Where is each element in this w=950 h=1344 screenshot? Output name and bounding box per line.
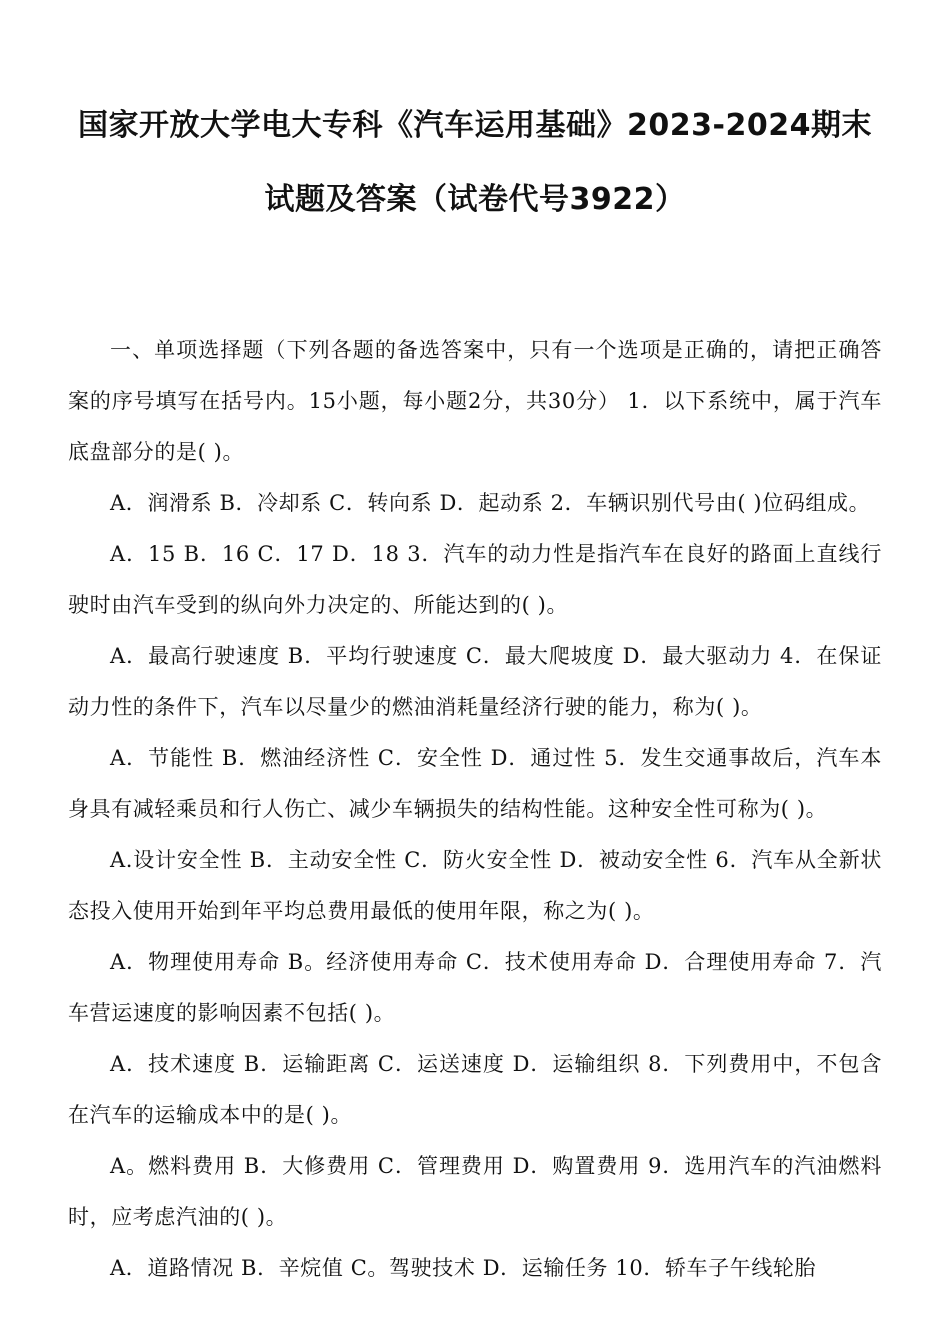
document-body	[68, 325, 882, 1294]
paragraph-q7-options: A．技术速度 B．运输距离 C．运送速度 D．运输组织 8．下列费用中，不包含在汽车的运输成本中的是( )。	[68, 1052, 882, 1127]
paragraph-q1-options: A．润滑系 B．冷却系 C．转向系 D．起动系 2．车辆识别代号由( )位码组成。	[110, 491, 871, 515]
paragraph-q5-options: A.设计安全性 B．主动安全性 C．防火安全性 D．被动安全性 6．汽车从全新状态投入使用开始到年平均总费用最低的使用年限，称之为( )。	[68, 848, 882, 923]
paragraph-q8-options: A。燃料费用 B．大修费用 C．管理费用 D．购置费用 9．选用汽车的汽油燃料时，应考虑汽油的( )。	[68, 1154, 882, 1229]
paragraph-q4-options: A．节能性 B．燃油经济性 C．安全性 D．通过性 5．发生交通事故后，汽车本身具有减轻乘员和行人伤亡、减少车辆损失的结构性能。这种安全性可称为( )。	[68, 746, 882, 821]
document-title-line-1: 国家开放大学电大专科《汽车运用基础》2023-2024期末	[78, 108, 872, 143]
paragraph-section-intro: 一、单项选择题（下列各题的备选答案中，只有一个选项是正确的，请把正确答案的序号填写在括号内。15小题，每小题2分，共30分） 1．以下系统中，属于汽车底盘部分的是( )。	[68, 338, 882, 464]
paragraph-q3-options: A．最高行驶速度 B．平均行驶速度 C．最大爬坡度 D．最大驱动力 4．在保证动力性的条件下，汽车以尽量少的燃油消耗量经济行驶的能力，称为( )。	[68, 644, 882, 719]
paragraph-q6-options: A．物理使用寿命 B。经济使用寿命 C．技术使用寿命 D．合理使用寿命 7．汽车营运速度的影响因素不包括( )。	[68, 950, 882, 1025]
paragraph-q9-options: A．道路情况 B．辛烷值 C。驾驶技术 D．运输任务 10．轿车子午线轮胎	[110, 1256, 817, 1280]
paragraph-q2-options: A．15 B．16 C．17 D．18 3．汽车的动力性是指汽车在良好的路面上直线行驶时由汽车受到的纵向外力决定的、所能达到的( )。	[68, 542, 882, 617]
document-title-line-2: 试题及答案（试卷代号3922）	[264, 182, 686, 217]
